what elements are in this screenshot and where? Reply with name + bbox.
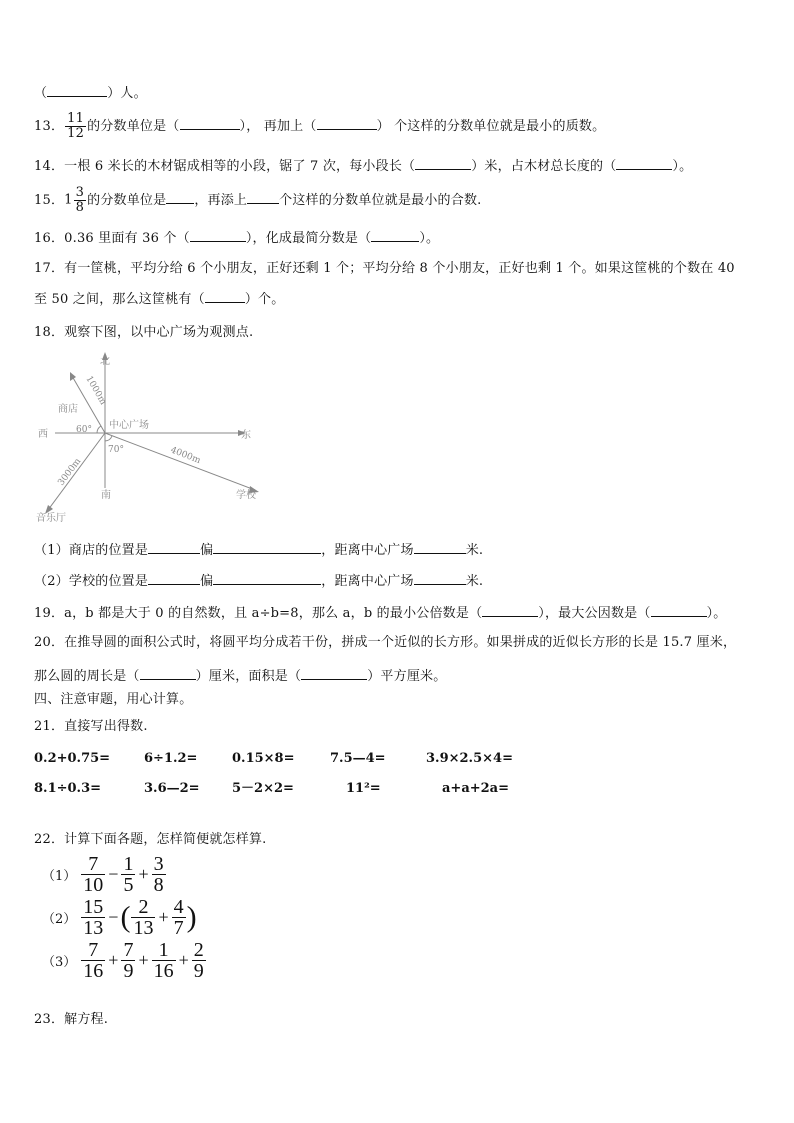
question-13: 13． $\frac{11}{12}$ 的分数单位是（ ）， 再加上（ ） 个这样的分数单位就是最小的质数。 bbox=[34, 111, 606, 141]
question-21-title: 21．直接写出得数. bbox=[34, 719, 148, 734]
answer-blank[interactable] bbox=[651, 604, 707, 617]
prev-question-tail: （ ）人。 bbox=[34, 86, 147, 101]
answer-blank[interactable] bbox=[317, 117, 377, 130]
school-label: 学校 bbox=[236, 490, 256, 501]
answer-blank[interactable] bbox=[213, 541, 321, 554]
angle-shop-label: 60° bbox=[76, 425, 92, 435]
mixed-number: 1 $\frac{3}{8}$ bbox=[64, 185, 85, 215]
music-hall-label: 音乐厅 bbox=[36, 513, 66, 524]
answer-blank[interactable] bbox=[414, 541, 466, 554]
answer-blank[interactable] bbox=[205, 290, 245, 303]
expression-3: （3） $\frac{7}{16}$ + $\frac{7}{9}$ + $\frac{1}{16}$ + $\frac{2}{9}$ bbox=[42, 939, 204, 982]
shop-label: 商店 bbox=[58, 404, 78, 415]
direction-diagram bbox=[30, 348, 280, 528]
answer-blank[interactable] bbox=[166, 191, 194, 204]
angle-arc-school bbox=[105, 436, 112, 441]
calc-item: 3.9×2.5×4= bbox=[426, 751, 513, 766]
calc-item: 8.1÷0.3= bbox=[34, 781, 102, 796]
shop-distance-label: 1000m bbox=[83, 374, 108, 407]
answer-blank[interactable] bbox=[371, 229, 419, 242]
south-label: 南 bbox=[101, 490, 111, 501]
calc-item: 0.2+0.75= bbox=[34, 751, 111, 766]
calc-item: a+a+2a= bbox=[442, 781, 509, 796]
fraction: $\frac{11}{12}$ bbox=[67, 111, 85, 141]
calc-item: 0.15×8= bbox=[232, 751, 295, 766]
expression-2: （2） $\frac{15}{13}$ −( $\frac{2}{13}$ + $\frac{4}{7}$ ) bbox=[42, 896, 197, 939]
question-17-line2: 至 50 之间，那么这筐桃有（ ）个。 bbox=[34, 292, 285, 307]
school-distance-label: 4000m bbox=[168, 445, 202, 467]
school-line bbox=[105, 433, 255, 490]
question-23-title: 23．解方程. bbox=[34, 1012, 109, 1027]
east-label: 东 bbox=[241, 430, 251, 441]
expression-1: （1） $\frac{7}{10}$ − $\frac{1}{5}$ + $\frac{3}{8}$ bbox=[42, 853, 164, 896]
answer-blank[interactable] bbox=[180, 117, 240, 130]
answer-blank[interactable] bbox=[616, 157, 672, 170]
west-label: 西 bbox=[38, 429, 48, 440]
question-18-sub1: （1）商店的位置是 偏 ，距离中心广场 米. bbox=[34, 543, 484, 558]
question-18-sub2: （2）学校的位置是 偏 ，距离中心广场 米. bbox=[34, 574, 484, 589]
shop-arrow-icon bbox=[70, 372, 76, 381]
answer-blank[interactable] bbox=[415, 157, 471, 170]
answer-blank[interactable] bbox=[190, 229, 246, 242]
section-4-heading: 四、注意审题，用心计算。 bbox=[34, 692, 193, 707]
answer-blank[interactable] bbox=[247, 191, 279, 204]
calc-item: 3.6—2= bbox=[144, 781, 200, 796]
music-distance-label: 3000m bbox=[56, 456, 84, 488]
angle-arc-shop bbox=[97, 426, 101, 433]
answer-blank[interactable] bbox=[140, 667, 196, 680]
answer-blank[interactable] bbox=[301, 667, 367, 680]
calc-item: 11²= bbox=[346, 781, 381, 796]
calc-item: 7.5—4= bbox=[330, 751, 386, 766]
question-20-line2: 那么圆的周长是（ ）厘米，面积是（ ）平方厘米。 bbox=[34, 669, 447, 684]
question-16: 16．0.36 里面有 36 个（ ），化成最简分数是（ ）。 bbox=[34, 231, 440, 246]
question-14: 14．一根 6 米长的木材锯成相等的小段，锯了 7 次，每小段长（ ）米，占木材总长度的（ ）。 bbox=[34, 159, 693, 174]
question-15: 15．1 $\frac{3}{8}$ 的分数单位是 ，再添上 个这样的分数单位就是最小的合数. bbox=[34, 185, 482, 215]
answer-blank[interactable] bbox=[482, 604, 538, 617]
question-19: 19．a，b 都是大于 0 的自然数，且 a÷b=8，那么 a，b 的最小公倍数是（ ），最大公因数是（ ）。 bbox=[34, 606, 727, 621]
calc-item: 5－2×2= bbox=[232, 781, 294, 796]
question-22-title: 22．计算下面各题，怎样简便就怎样算. bbox=[34, 832, 267, 847]
answer-blank[interactable] bbox=[414, 572, 466, 585]
question-18-title: 18．观察下图，以中心广场为观测点. bbox=[34, 325, 254, 340]
answer-blank[interactable] bbox=[213, 572, 321, 585]
question-20-line1: 20．在推导圆的面积公式时，将圆平均分成若干份，拼成一个近似的长方形。如果拼成的近似长方形的长是 15.7 厘米， bbox=[34, 635, 737, 650]
center-label: 中心广场 bbox=[109, 420, 149, 431]
calc-item: 6÷1.2= bbox=[144, 751, 198, 766]
north-label: 北 bbox=[100, 356, 110, 367]
answer-blank[interactable] bbox=[148, 541, 200, 554]
answer-blank[interactable] bbox=[47, 84, 107, 97]
answer-blank[interactable] bbox=[148, 572, 200, 585]
question-17-line1: 17．有一筐桃，平均分给 6 个小朋友，正好还剩 1 个；平均分给 8 个小朋友，正好也剩 1 个。如果这筐桃的个数在 40 bbox=[34, 261, 735, 276]
angle-school-label: 70° bbox=[108, 445, 124, 455]
